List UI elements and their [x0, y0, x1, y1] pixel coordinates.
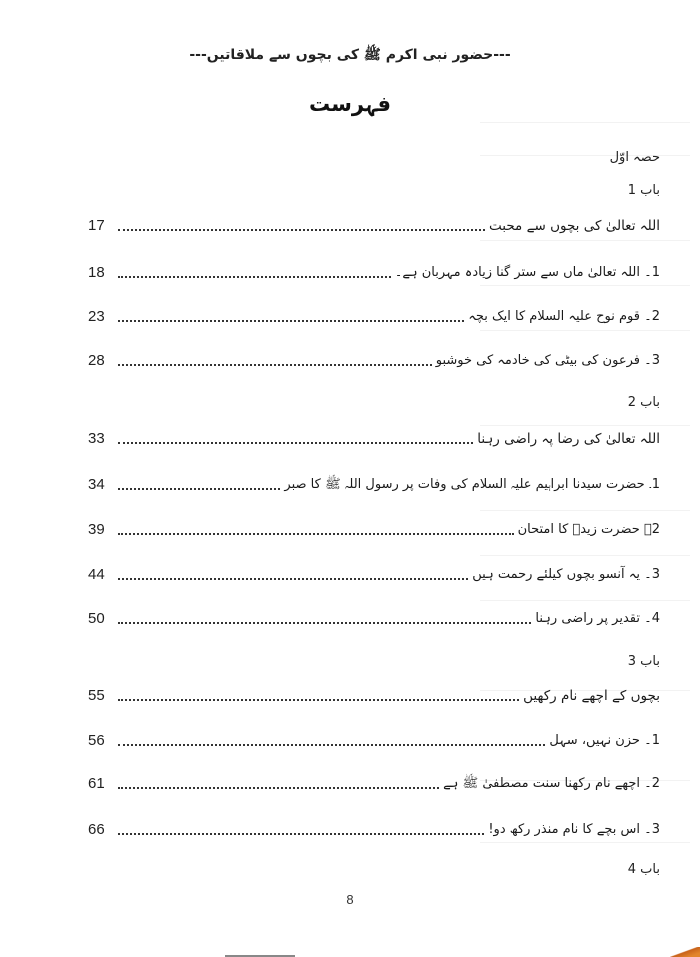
- toc-page-number: 23: [88, 308, 105, 325]
- toc-page-number: 56: [88, 732, 105, 749]
- chapter-label: باب 3: [627, 654, 660, 669]
- toc-row[interactable]: [88, 474, 660, 494]
- toc-chapter-heading: اللہ تعالیٰ کی رضا پہ راضی رہنا: [477, 431, 660, 447]
- toc-row[interactable]: [88, 608, 660, 628]
- dot-leader: [118, 578, 468, 580]
- toc-entry-text: 3۔ فرعون کی بیٹی کی خادمہ کی خوشبو: [435, 353, 660, 368]
- bleed-through-line: [480, 842, 690, 843]
- toc-row[interactable]: [88, 519, 660, 539]
- toc-entry-text: 3۔ اس بچے کا نام منذر رکھ دو!: [488, 822, 660, 837]
- toc-entry-text: 4۔ تقدیر پر راضی رہنا: [535, 611, 660, 626]
- dot-leader: [118, 699, 519, 701]
- toc-row[interactable]: [88, 564, 660, 584]
- bleed-through-line: [480, 285, 690, 286]
- section-label: حصہ اوّل: [609, 150, 660, 165]
- book-cover-corner: [670, 947, 700, 957]
- dot-leader: [118, 364, 432, 366]
- bleed-through-line: [480, 122, 690, 123]
- toc-page-number: 61: [88, 775, 105, 792]
- toc-page-number: 34: [88, 476, 105, 493]
- bleed-through-line: [480, 510, 690, 511]
- dot-leader: [118, 320, 464, 322]
- toc-row[interactable]: [88, 730, 660, 750]
- dot-leader: [118, 488, 280, 490]
- toc-chapter-heading: بچوں کے اچھے نام رکھیں: [523, 688, 660, 704]
- dot-leader: [118, 744, 545, 746]
- dot-leader: [118, 622, 531, 624]
- toc-page-number: 28: [88, 352, 105, 369]
- dot-leader: [118, 787, 439, 789]
- toc-entry-text: 1۔ حضرت سیدنا ابراہیم علیہ السلام کی وفات پر رسول اللہ ﷺ کا صبر: [284, 477, 660, 492]
- toc-row[interactable]: [88, 685, 660, 705]
- chapter-label: باب 4: [627, 862, 660, 877]
- toc-page-number: 33: [88, 430, 105, 447]
- toc-page-number: 17: [88, 217, 105, 234]
- bleed-through-line: [480, 555, 690, 556]
- toc-row[interactable]: [88, 773, 660, 793]
- toc-page-number: 55: [88, 687, 105, 704]
- toc-row[interactable]: [88, 819, 660, 839]
- bleed-through-line: [480, 330, 690, 331]
- chapter-label: باب 1: [627, 183, 660, 198]
- toc-page-number: 50: [88, 610, 105, 627]
- dot-leader: [118, 229, 485, 231]
- toc-row[interactable]: [88, 350, 660, 370]
- toc-page-number: 18: [88, 264, 105, 281]
- toc-page-number: 39: [88, 521, 105, 538]
- chapter-label: باب 2: [627, 395, 660, 410]
- toc-page-number: 66: [88, 821, 105, 838]
- toc-chapter-heading: اللہ تعالیٰ کی بچوں سے محبت: [489, 218, 660, 234]
- toc-entry-text: 1۔ اللہ تعالیٰ ماں سے ستر گنا زیادہ مہربان ہے۔: [394, 265, 660, 280]
- toc-row[interactable]: [88, 428, 660, 448]
- bleed-through-line: [480, 240, 690, 241]
- dot-leader: [118, 833, 484, 835]
- dot-leader: [118, 442, 473, 444]
- toc-entry-text: 1۔ حزن نہیں، سہل: [549, 733, 660, 748]
- toc-entry-text: 2۔ حضرت زیدؓ کا امتحان: [517, 522, 660, 537]
- running-header: ---حضور نبی اکرم ﷺ کی بچوں سے ملاقاتیں---: [189, 47, 511, 63]
- toc-row[interactable]: [88, 262, 660, 282]
- dot-leader: [118, 533, 514, 535]
- toc-page-number: 44: [88, 566, 105, 583]
- toc-row[interactable]: [88, 306, 660, 326]
- toc-title: فہرست: [308, 92, 391, 116]
- toc-entry-text: 3۔ یہ آنسو بچوں کیلئے رحمت ہیں: [472, 567, 660, 582]
- page-number: 8: [346, 892, 354, 907]
- toc-entry-text: 2۔ اچھے نام رکھنا سنت مصطفیٰ ﷺ ہے: [443, 776, 660, 791]
- dot-leader: [118, 276, 391, 278]
- bleed-through-line: [480, 600, 690, 601]
- toc-entry-text: 2۔ قوم نوح علیہ السلام کا ایک بچہ: [468, 309, 660, 324]
- bleed-through-line: [480, 425, 690, 426]
- toc-row[interactable]: [88, 215, 660, 235]
